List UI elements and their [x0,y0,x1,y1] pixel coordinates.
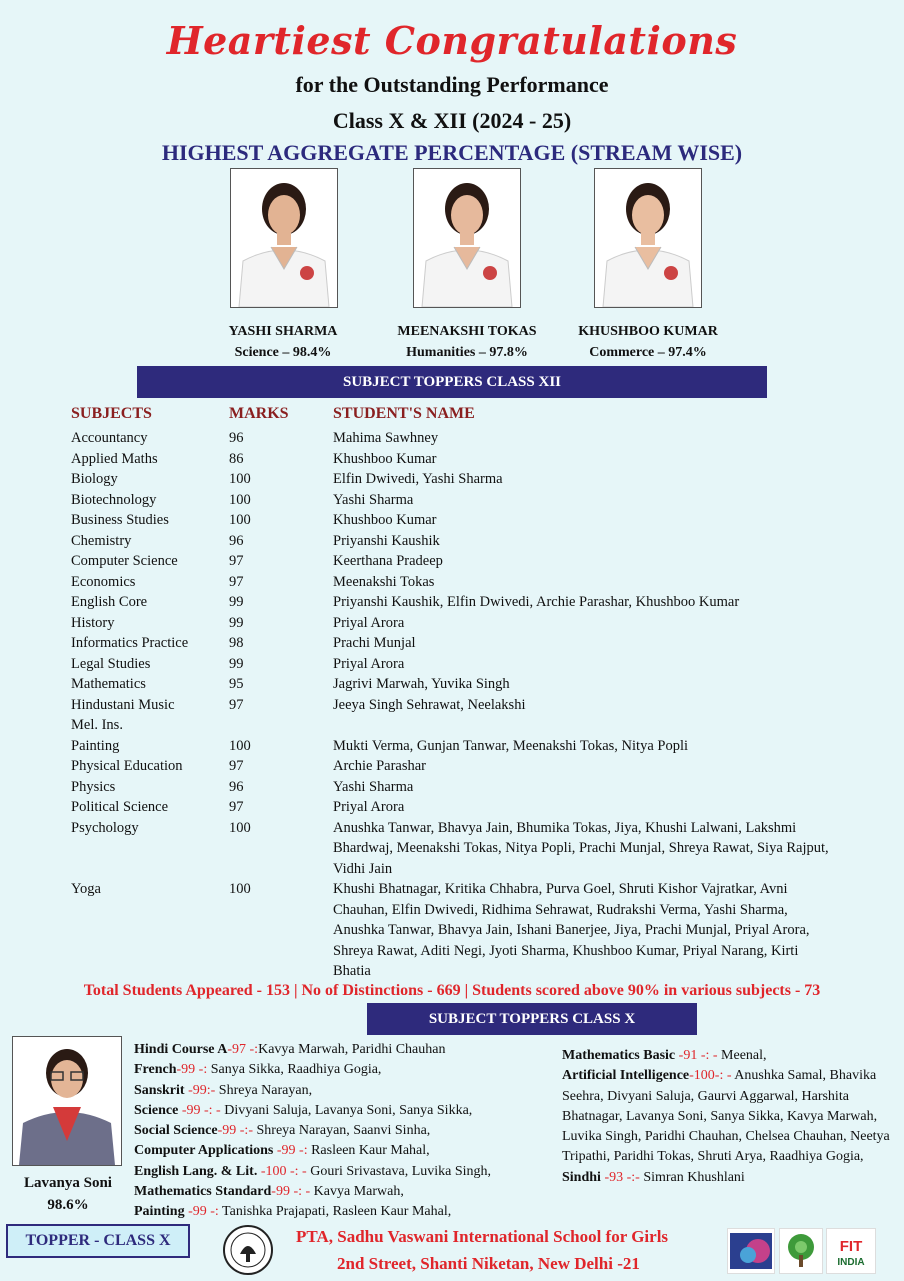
subtitle-class: Class X & XII (2024 - 25) [332,108,572,133]
table-row [71,531,851,552]
student-names-cell: Priyanshi Kaushik, Elfin Dwivedi, Archie Parashar, Khushboo Kumar [333,594,740,610]
class-x-marks: -99 -: [273,1143,308,1159]
international-dimension-logo-icon [727,1228,775,1274]
marks-cell: 97 [229,799,244,815]
subject-cell: Hindustani Music Mel. Ins. [71,696,175,733]
class-x-names: Shreya Narayan, [215,1082,313,1098]
svg-text:INDIA: INDIA [837,1257,865,1268]
photo-khushboo-kumar [594,168,702,308]
subtitle-performance: for the Outstanding Performance [295,72,609,97]
marks-cell: 100 [229,881,251,897]
marks-cell: 99 [229,655,244,672]
subject-cell: Mathematics [71,676,146,692]
subject-cell: Physics [71,778,116,795]
main-title: Heartiest Congratulations [166,18,738,63]
student-names-cell: Priyal Arora [333,799,405,815]
class-x-subject: Sindhi [562,1169,601,1185]
stats-line: Total Students Appeared - 153 | No of Distinctions - 669 | Students scored above 90% in various subjects - 73 [83,982,821,999]
footer-school-name: PTA, Sadhu Vaswani International School for Girls [296,1227,669,1246]
class-x-subject: Mathematics Basic [562,1048,676,1063]
photo-meenakshi-tokas [413,168,521,308]
class-x-names: Kavya Marwah, [310,1184,404,1200]
subject-cell: Informatics Practice [71,635,189,651]
student-names-cell: Khushi Bhatnagar, Kritika Chhabra, Purva Goel, Shruti Kishor Vajratkar, Avni Chauhan, Elfin Dwivedi, Ridhima Sehrawat, Rudrakshi Verma, Yashi Sharma, Anushka Tanwar, Bhavya Jain, Ishani Banerjee, Jiya, Prachi Munjal, Priyal Arora, Shreya Rawat, Aditi Negi, Jyoti Sharma, Khushboo Kumar, Priyal Narang, Kirti Bhatia [333,881,810,979]
class-x-names: Tanishka Prajapati, Rasleen Kaur Mahal, [218,1204,452,1220]
class-x-subject: Artificial Intelligence [562,1068,690,1084]
subject-cell: Accountancy [71,430,148,446]
student-names-cell: Yashi Sharma [333,491,414,508]
green-tree-logo-icon [779,1228,823,1274]
subject-cell: Economics [71,573,136,590]
class-x-entry [134,1141,554,1161]
class-x-names: Meenal, [717,1048,767,1063]
class-x-marks: -99 -:- [217,1123,253,1139]
table-row [71,756,851,777]
class-x-names: Divyani Saluja, Lavanya Soni, Sanya Sikka, [220,1102,473,1118]
table-row [71,654,851,675]
class-x-marks: -99 -: - [271,1184,311,1200]
subject-cell: English Core [71,594,148,610]
subject-cell: Physical Education [71,758,183,774]
class-x-subject: Social Science [134,1123,218,1139]
class-x-names: Anushka Samal, Bhavika Seehra, Divyani Saluja, Gaurvi Aggarwal, Harshita Bhatnagar, Lavanya Soni, Sanya Sikka, Kavya Marwah, Luvika Singh, Paridhi Chauhan, Chelsea Chauhan, Neetya Tripathi, Paridhi Tokas, Shruti Arya, Raadhiya Gogia, [562,1068,890,1165]
topper-class-x-badge: TOPPER - CLASS X [6,1224,190,1258]
header-subjects: SUBJECTS [71,405,152,422]
class-x-marks: -99:- [184,1082,216,1098]
class-x-subject: Computer Applications [134,1143,274,1159]
fit-india-logo-icon [826,1228,876,1274]
topper-name-commerce: KHUSHBOO KUMAR [578,324,718,339]
class-x-marks: -99 -: [184,1204,219,1220]
student-names-cell: Priyal Arora [333,655,405,672]
marks-cell: 98 [229,635,244,651]
class-x-entry [134,1060,554,1080]
class-x-entry [562,1066,892,1167]
subject-cell: Yoga [71,881,101,897]
topper-name-humanities: MEENAKSHI TOKAS [397,324,537,339]
topper-score-science: Science – 98.4% [234,345,332,360]
marks-cell: 97 [229,573,244,590]
class-x-entry [562,1168,892,1188]
class-x-marks: -99 -: - [178,1102,221,1118]
class-x-topper-name: Lavanya Soni [24,1175,112,1191]
subject-cell: Painting [71,737,120,754]
marks-cell: 99 [229,614,244,631]
topper-score-humanities: Humanities – 97.8% [406,345,528,360]
subject-cell: Computer Science [71,553,178,569]
class-x-subject: Painting [134,1204,185,1220]
subject-cell: Applied Maths [71,450,158,467]
class-x-names: Gouri Srivastava, Luvika Singh, [306,1163,492,1179]
class-x-marks: -100-: - [689,1068,732,1084]
marks-cell: 96 [229,430,244,446]
class-x-marks: -97 -: [227,1042,259,1057]
topper-score-commerce: Commerce – 97.4% [589,345,707,360]
class-x-subject: Hindi Course A [134,1042,228,1057]
school-emblem-icon [222,1224,274,1276]
class-x-subject: French [134,1062,177,1078]
marks-cell: 99 [229,594,244,610]
marks-cell: 100 [229,819,251,836]
marks-cell: 95 [229,676,244,692]
class-x-subject: Sanskrit [134,1082,185,1098]
student-names-cell: Priyal Arora [333,614,405,631]
student-names-cell: Anushka Tanwar, Bhavya Jain, Bhumika Tokas, Jiya, Khushi Lalwani, Lakshmi Bhardwaj, Meenakshi Tokas, Nitya Popli, Prachi Munjal, Shreya Rawat, Siya Rajput, Vidhi Jain [333,819,829,877]
table-row [71,613,851,634]
banner-class-xii: SUBJECT TOPPERS CLASS XII [137,366,767,398]
stream-heading: HIGHEST AGGREGATE PERCENTAGE (STREAM WISE) [161,140,743,165]
table-row [71,592,851,613]
class-x-marks: -93 -:- [600,1169,640,1185]
marks-cell: 100 [229,512,251,528]
student-names-cell: Priyanshi Kaushik [333,532,440,549]
subject-cell: Business Studies [71,512,169,528]
class-x-names: Rasleen Kaur Mahal, [307,1143,430,1159]
class-x-marks: -91 -: - [675,1048,718,1063]
class-x-entry [134,1081,554,1101]
class-x-marks: -99 -: [176,1062,208,1078]
footer-address: 2nd Street, Shanti Niketan, New Delhi -21 [337,1254,640,1273]
svg-text:FIT: FIT [839,1238,863,1255]
marks-cell: 100 [229,737,251,754]
subject-cell: Legal Studies [71,655,151,672]
class-x-entry [134,1162,554,1182]
table-row [71,449,851,470]
student-names-cell: Mahima Sawhney [333,430,439,446]
class-x-subject: English Lang. & Lit. [134,1163,258,1179]
table-row [71,695,851,736]
topper-name-science: YASHI SHARMA [228,324,338,339]
table-row [71,469,851,490]
student-names-cell: Archie Parashar [333,758,426,774]
subject-cell: Political Science [71,799,169,815]
student-names-cell: Khushboo Kumar [333,450,437,467]
marks-cell: 86 [229,450,244,467]
student-names-cell: Jeeya Singh Sehrawat, Neelakshi [333,696,526,713]
table-row [71,572,851,593]
table-row [71,490,851,511]
class-x-names: Simran Khushlani [639,1169,745,1185]
student-names-cell: Khushboo Kumar [333,512,437,528]
student-names-cell: Keerthana Pradeep [333,553,443,569]
class-x-subject: Science [134,1102,179,1118]
class-x-topper-score: 98.6% [47,1197,89,1213]
student-names-cell: Jagrivi Marwah, Yuvika Singh [333,676,510,692]
table-row [71,674,851,695]
class-xii-table [71,428,851,982]
table-row [71,797,851,818]
subject-cell: Chemistry [71,532,132,549]
class-x-entry [134,1121,554,1141]
table-row [71,633,851,654]
table-row [71,510,851,531]
marks-cell: 97 [229,553,244,569]
marks-cell: 97 [229,758,244,774]
class-x-entry [134,1101,554,1121]
subject-cell: History [71,614,115,631]
table-row [71,777,851,798]
subject-cell: Biology [71,471,118,487]
class-x-names: Shreya Narayan, Saanvi Sinha, [253,1123,431,1139]
class-x-right-column [562,1046,892,1188]
header-marks: MARKS [229,405,289,422]
subject-cell: Psychology [71,819,139,836]
table-row [71,551,851,572]
class-x-left-column [134,1040,554,1223]
student-names-cell: Mukti Verma, Gunjan Tanwar, Meenakshi Tokas, Nitya Popli [333,737,689,754]
marks-cell: 96 [229,532,244,549]
table-row [71,818,851,880]
class-x-entry [134,1040,554,1060]
class-x-entry [134,1202,554,1222]
marks-cell: 100 [229,491,251,508]
student-names-cell: Meenakshi Tokas [333,573,435,590]
photo-yashi-sharma [230,168,338,308]
photo-lavanya-soni [12,1036,122,1166]
table-row [71,879,851,982]
class-x-entry [134,1182,554,1202]
banner-class-x: SUBJECT TOPPERS CLASS X [367,1003,697,1035]
marks-cell: 100 [229,471,251,487]
student-names-cell: Yashi Sharma [333,778,414,795]
class-x-subject: Mathematics Standard [134,1184,272,1200]
class-x-marks: -100 -: - [257,1163,307,1179]
class-x-names: Sanya Sikka, Raadhiya Gogia, [207,1062,382,1078]
table-row [71,428,851,449]
marks-cell: 97 [229,696,244,713]
student-names-cell: Elfin Dwivedi, Yashi Sharma [333,471,503,487]
subject-cell: Biotechnology [71,491,157,508]
table-row [71,736,851,757]
student-names-cell: Prachi Munjal [333,635,416,651]
header-student-name: STUDENT'S NAME [333,405,475,422]
class-x-names: Kavya Marwah, Paridhi Chauhan [258,1042,446,1057]
class-x-entry [562,1046,892,1066]
marks-cell: 96 [229,778,244,795]
